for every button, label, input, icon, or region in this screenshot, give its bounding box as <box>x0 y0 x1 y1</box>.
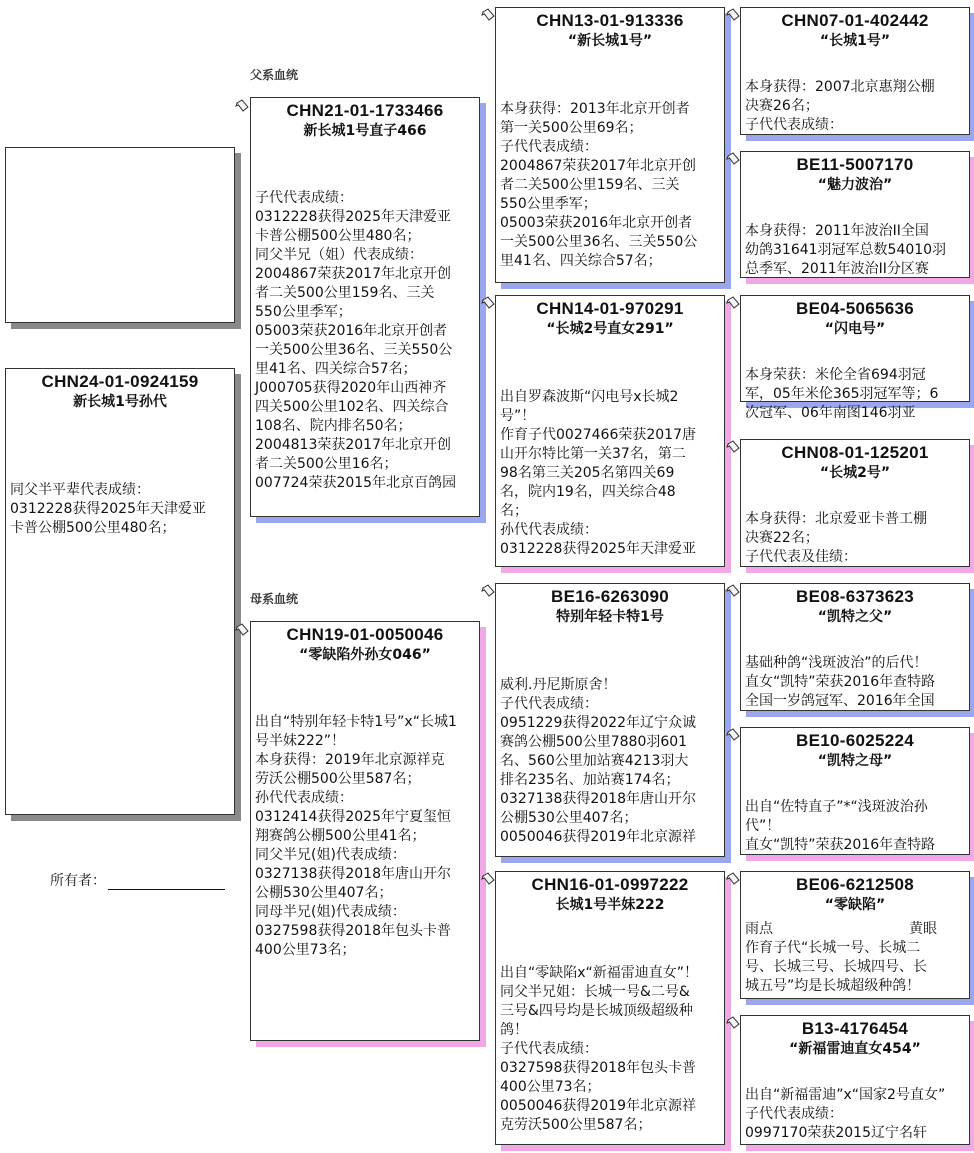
body-line: 号半妹222”！ <box>255 733 345 749</box>
edit-pencil-icon[interactable] <box>726 295 740 309</box>
body-line: 名，院内19名，四关综合48 <box>500 484 676 500</box>
body-line: 400公里73名； <box>255 942 356 958</box>
body-line: 同父半兄姐：长城一号&二号& <box>500 984 690 1000</box>
photo-placeholder <box>5 147 235 323</box>
pigeon-name: “零缺陷外孙女046” <box>299 647 431 663</box>
card-body <box>255 189 477 493</box>
body-line: 卡普公棚500公里480名； <box>10 520 176 536</box>
body-line: 孙代代表成绩： <box>500 522 598 538</box>
card-body <box>500 676 722 847</box>
body-line: 007724荣获2015年北京百鸽园 <box>255 475 457 491</box>
body-line: 总季军、2011年波治II分区赛 <box>745 261 929 277</box>
sire-card[interactable] <box>250 97 480 517</box>
pigeon-name: “闪电号” <box>824 321 886 337</box>
body-line: 者二关500公里159名、三关 <box>255 285 435 301</box>
ancestor-card[interactable] <box>740 7 970 135</box>
ring-id: CHN14-01-970291 <box>536 299 684 318</box>
body-line: 军，05年米伦365羽冠军等；6 <box>745 386 939 402</box>
ancestor-card[interactable] <box>740 583 970 711</box>
body-line: 直女“凯特”荣获2016年查特路 <box>745 837 936 853</box>
feather-color: 雨点 <box>745 921 773 937</box>
body-line: 出自“零缺陷x“新福雷迪直女”！ <box>500 965 699 981</box>
body-line: 本身荣获：米伦全省694羽冠 <box>745 367 926 383</box>
body-line: 0951229获得2022年辽宁众诚 <box>500 715 696 731</box>
edit-pencil-icon[interactable] <box>726 871 740 885</box>
body-line: 名、560公里加站赛4213羽大 <box>500 753 689 769</box>
edit-pencil-icon[interactable] <box>726 151 740 165</box>
pigeon-name: 新长城1号直子466 <box>303 123 427 139</box>
pigeon-name: “凯特之母” <box>817 753 893 769</box>
edit-pencil-icon[interactable] <box>726 1015 740 1029</box>
body-line: 0327138获得2018年唐山开尔 <box>255 866 451 882</box>
edit-pencil-icon[interactable] <box>726 439 740 453</box>
pigeon-name: 长城1号半妹222 <box>555 897 665 913</box>
body-line: 威利.丹尼斯原舍！ <box>500 677 617 693</box>
body-line: 全国一岁鸽冠军、2016年全国 <box>745 693 935 709</box>
ancestor-card[interactable] <box>495 295 725 567</box>
body-line: 0312228获得2025年天津爱亚 <box>500 541 696 557</box>
edit-pencil-icon[interactable] <box>726 583 740 597</box>
body-line: 0312228获得2025年天津爱亚 <box>255 209 451 225</box>
body-line: 同父半兄(姐)代表成绩： <box>255 847 406 863</box>
body-line: 出自罗森波斯“闪电号x长城2 <box>500 389 679 405</box>
body-line: 里41名、四关综合57名； <box>255 361 417 377</box>
ring-id: CHN07-01-402442 <box>781 11 929 30</box>
pigeon-name: “新福雷迪直女454” <box>789 1041 921 1057</box>
eye-color: 黄眼 <box>909 921 937 937</box>
body-line: 一关500公里36名、三关550公 <box>500 234 698 250</box>
body-line: 108名、院内排名50名； <box>255 418 412 434</box>
ring-id: BE06-6212508 <box>796 875 914 894</box>
ring-id: BE04-5065636 <box>796 299 914 318</box>
body-line: 公棚530公里407名； <box>255 885 393 901</box>
body-line: 本身获得：2011年波治II全国 <box>745 223 929 239</box>
body-line: 05003荣获2016年北京开创者 <box>500 215 693 231</box>
edit-pencil-icon[interactable] <box>235 98 249 112</box>
body-line: 公棚530公里407名； <box>500 810 638 826</box>
body-line: 0327138获得2018年唐山开尔 <box>500 791 696 807</box>
card-body <box>745 920 967 996</box>
body-line: 城五号”均是长城超级种鸽！ <box>745 978 921 994</box>
body-line: 决赛22名； <box>745 530 819 546</box>
body-line: 孙代代表成绩： <box>255 790 353 806</box>
ring-id: CHN24-01-0924159 <box>41 372 199 391</box>
body-line: 第一关500公里69名； <box>500 120 643 136</box>
body-line: J000705获得2020年山西神齐 <box>255 380 447 396</box>
body-line: 98名第三关205名第四关69 <box>500 465 675 481</box>
card-body <box>745 366 967 423</box>
body-line: 作育子代0027466荣获2017唐 <box>500 427 696 443</box>
color-eye-row <box>745 920 967 939</box>
sire-line-label: 父系血统 <box>250 68 299 82</box>
body-line: 鸽！ <box>500 1022 528 1038</box>
ancestor-card[interactable] <box>495 583 725 857</box>
pigeon-name: “长城2号” <box>819 465 891 481</box>
pigeon-name: “长城1号” <box>819 33 891 49</box>
ancestor-card[interactable] <box>740 151 970 278</box>
body-line: 0312228获得2025年天津爱亚 <box>10 501 206 517</box>
body-line: 决赛26名； <box>745 98 819 114</box>
body-line: 翔赛鸽公棚500公里41名； <box>255 828 426 844</box>
body-line: 0327598获得2018年包头卡普 <box>500 1060 696 1076</box>
ancestor-card[interactable] <box>740 871 970 999</box>
body-line: 550公里季军； <box>255 304 352 320</box>
card-body <box>745 222 967 279</box>
card-body <box>500 388 722 559</box>
ancestor-card[interactable] <box>740 727 970 855</box>
owner-blank-line[interactable] <box>108 875 225 890</box>
body-line: 基础种鸽“浅斑波治”的后代！ <box>745 655 928 671</box>
body-line: 子代代表及佳绩： <box>745 549 857 565</box>
ancestor-card[interactable] <box>740 439 970 567</box>
body-line: 2004867荣获2017年北京开创 <box>500 158 696 174</box>
body-line: 同父半平辈代表成绩： <box>10 482 150 498</box>
body-line: 550公里季军； <box>500 196 597 212</box>
body-line: 号”！ <box>500 408 536 424</box>
body-line: 排名235名、加站赛174名； <box>500 772 680 788</box>
ring-id: B13-4176454 <box>801 1019 909 1038</box>
pigeon-name: “魅力波治” <box>817 177 893 193</box>
body-line: 劳沃公棚500公里587名； <box>255 771 421 787</box>
body-line: 作育子代“长城一号、长城二 <box>745 940 921 956</box>
card-body <box>500 100 722 271</box>
body-line: 山开尔特比第一关37名，第二 <box>500 446 686 462</box>
body-line: 子代代表成绩： <box>255 190 353 206</box>
body-line: 本身获得：2013年北京开创者 <box>500 101 690 117</box>
edit-pencil-icon[interactable] <box>726 727 740 741</box>
pigeon-name: “长城2号直女291” <box>546 321 674 337</box>
body-line: 同父半兄（姐）代表成绩： <box>255 247 423 263</box>
pigeon-name: 特别年轻卡特1号 <box>556 609 664 625</box>
body-line: 2004867荣获2017年北京开创 <box>255 266 451 282</box>
body-line: 子代代表成绩： <box>500 139 598 155</box>
ring-id: BE08-6373623 <box>796 587 914 606</box>
body-line: 2004813荣获2017年北京开创 <box>255 437 451 453</box>
edit-pencil-icon[interactable] <box>235 622 249 636</box>
body-line: 名； <box>500 503 528 519</box>
body-line: 次冠军、06年南图146羽亚 <box>745 405 916 421</box>
ring-id: BE11-5007170 <box>796 155 914 174</box>
body-line: 三号&四号均是长城顶级超级种 <box>500 1003 693 1019</box>
ancestor-card[interactable] <box>495 871 725 1145</box>
body-line: 0327598获得2018年包头卡普 <box>255 923 451 939</box>
card-body <box>745 78 967 135</box>
body-line: 0050046获得2019年北京源祥 <box>500 829 696 845</box>
card-body <box>500 964 722 1135</box>
body-line: 四关500公里102名、四关综合 <box>255 399 449 415</box>
edit-pencil-icon[interactable] <box>481 295 495 309</box>
card-body <box>255 713 477 960</box>
edit-pencil-icon[interactable] <box>481 7 495 21</box>
pigeon-name: “凯特之父” <box>817 609 893 625</box>
body-line: 出自“新福雷迪”x“国家2号直女” <box>745 1087 946 1103</box>
body-line: 卡普公棚500公里480名； <box>255 228 421 244</box>
body-line: 者二关500公里159名、三关 <box>500 177 680 193</box>
body-line: 出自“佐特直子”*“浅斑波治孙 <box>745 799 928 815</box>
card-body <box>745 1086 967 1143</box>
pigeon-name: “零缺陷” <box>824 897 886 913</box>
body-line: 子代代表成绩： <box>745 1106 843 1122</box>
body-line: 者二关500公里16名； <box>255 456 398 472</box>
body-line: 幼鸽31641羽冠军总数54010羽 <box>745 242 947 258</box>
body-line: 子代代表成绩： <box>745 117 843 133</box>
body-line: 直女“凯特”荣获2016年查特路 <box>745 674 936 690</box>
body-line: 同母半兄(姐)代表成绩： <box>255 904 406 920</box>
ring-id: CHN16-01-0997222 <box>531 875 689 894</box>
dam-card[interactable] <box>250 621 480 1041</box>
card-body <box>745 798 967 855</box>
body-line: 0312414获得2025年宁夏玺恒 <box>255 809 451 825</box>
body-line: 里41名、四关综合57名； <box>500 253 662 269</box>
body-line: 本身获得：2007北京惠翔公棚 <box>745 79 935 95</box>
edit-pencil-icon[interactable] <box>481 871 495 885</box>
ring-id: CHN19-01-0050046 <box>286 625 444 644</box>
ancestor-card[interactable] <box>740 295 970 421</box>
body-line: 代”！ <box>745 818 781 834</box>
ring-id: CHN13-01-913336 <box>536 11 684 30</box>
ancestor-card[interactable] <box>495 7 725 283</box>
edit-pencil-icon[interactable] <box>481 583 495 597</box>
body-line: 本身获得：2019年北京源祥克 <box>255 752 445 768</box>
ring-id: BE10-6025224 <box>796 731 914 750</box>
body-line: 子代代表成绩： <box>500 1041 598 1057</box>
body-line: 05003荣获2016年北京开创者 <box>255 323 448 339</box>
pigeon-name: “新长城1号” <box>567 33 653 49</box>
ring-id: CHN08-01-125201 <box>781 443 929 462</box>
body-line: 400公里73名； <box>500 1079 601 1095</box>
ring-id: BE16-6263090 <box>551 587 669 606</box>
body-line: 赛鸽公棚500公里7880羽601 <box>500 734 688 750</box>
body-line: 号、长城三号、长城四号、长 <box>745 959 927 975</box>
body-line: 0997170荣获2015辽宁名轩 <box>745 1125 927 1141</box>
body-line: 0050046获得2019年北京源祥 <box>500 1098 696 1114</box>
pigeon-name: 新长城1号孙代 <box>73 394 167 410</box>
owner-field <box>50 870 225 890</box>
body-line: 克劳沃500公里587名； <box>500 1117 652 1133</box>
body-line: 本身获得：北京爱亚卡普工棚 <box>745 511 927 527</box>
dam-line-label: 母系血统 <box>250 592 299 606</box>
body-line: 子代代表成绩： <box>500 696 598 712</box>
card-body <box>10 481 232 538</box>
card-body <box>745 654 967 711</box>
body-line: 一关500公里36名、三关550公 <box>255 342 453 358</box>
ring-id: CHN21-01-1733466 <box>286 101 444 120</box>
card-body <box>745 510 967 567</box>
subject-card[interactable] <box>5 368 235 815</box>
edit-pencil-icon[interactable] <box>726 7 740 21</box>
owner-label: 所有者： <box>50 873 106 889</box>
body-line: 出自“特别年轻卡特1号”x“长城1 <box>255 714 457 730</box>
ancestor-card[interactable] <box>740 1015 970 1145</box>
